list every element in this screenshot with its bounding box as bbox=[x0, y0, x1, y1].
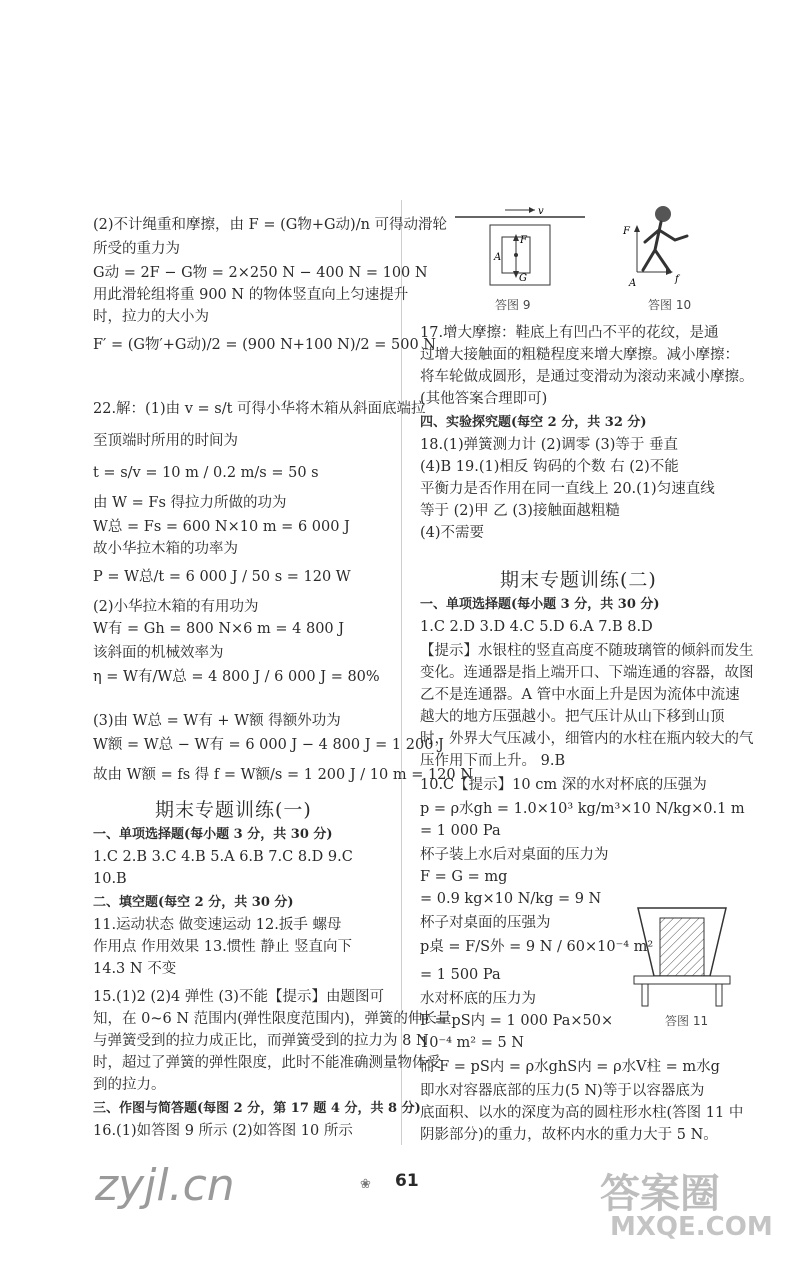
text-line: 用此滑轮组将重 900 N 的物体竖直向上匀速提升 bbox=[93, 287, 409, 303]
answer-line: 与弹簧受到的拉力成正比，而弹簧受到的拉力为 8 N bbox=[93, 1033, 429, 1049]
answer-line: 10.B bbox=[93, 871, 127, 887]
text-line: 杯子装上水后对桌面的压力为 bbox=[420, 847, 609, 863]
formula-line: p桌 = F/S外 = 9 N / 60×10⁻⁴ m² bbox=[420, 939, 654, 955]
label-f: f bbox=[675, 274, 679, 285]
formula-line: W总 = Fs = 600 N×10 m = 6 000 J bbox=[93, 519, 350, 535]
answer-line: 11.运动状态 做变速运动 12.扳手 螺母 bbox=[93, 917, 342, 933]
text-line: 越大的地方压强越小。把气压计从山下移到山顶 bbox=[420, 709, 725, 725]
answer-line: 作用点 作用效果 13.惯性 静止 竖直向下 bbox=[93, 939, 352, 955]
answer-line: 14.3 N 不变 bbox=[93, 961, 177, 977]
text-line: 杯子对桌面的压强为 bbox=[420, 915, 551, 931]
figure-11 bbox=[632, 900, 732, 1010]
text-line: 该斜面的机械效率为 bbox=[93, 645, 224, 661]
formula-line: p = ρ水gh = 1.0×10³ kg/m³×10 N/kg×0.1 m bbox=[420, 801, 745, 817]
section-heading: 期末专题训练(二) bbox=[500, 569, 657, 591]
formula-line: 故由 W额 = fs 得 f = W额/s = 1 200 J / 10 m = 120 N bbox=[93, 767, 473, 783]
text-line: 故小华拉木箱的功率为 bbox=[93, 541, 238, 557]
answer-line: (4)不需要 bbox=[420, 525, 485, 541]
formula-line: F′ = (G物′+G动)/2 = (900 N+100 N)/2 = 500 N bbox=[93, 337, 436, 353]
formula-line: F = pS内 = 1 000 Pa×50× bbox=[420, 1013, 614, 1029]
text-line: (2)不计绳重和摩擦，由 F = (G物+G动)/n 可得动滑轮 bbox=[93, 217, 448, 233]
figure-9 bbox=[450, 205, 590, 295]
section-title: 一、单项选择题(每小题 3 分，共 30 分) bbox=[420, 597, 660, 612]
text-line: (其他答案合理即可) bbox=[420, 391, 548, 407]
formula-line: W有 = Gh = 800 N×6 m = 4 800 J bbox=[93, 621, 345, 637]
text-line: 阴影部分)的重力，故杯内水的重力大于 5 N。 bbox=[420, 1127, 718, 1143]
section-heading: 期末专题训练(一) bbox=[155, 799, 312, 821]
text-line: 至顶端时所用的时间为 bbox=[93, 433, 238, 449]
text-line: 底面积、以水的深度为高的圆柱形水柱(答图 11 中 bbox=[420, 1105, 744, 1121]
leaf-ornament-icon: ❀ bbox=[360, 1177, 371, 1192]
answer-line: 平衡力是否作用在同一直线上 20.(1)匀速直线 bbox=[420, 481, 715, 497]
text-line: 22.解：(1)由 v = s/t 可得小华将木箱从斜面底端拉 bbox=[93, 401, 426, 417]
formula-line: 而 F = pS内 = ρ水ghS内 = ρ水V柱 = m水g bbox=[420, 1059, 720, 1075]
section-title: 三、作图与简答题(每图 2 分，第 17 题 4 分，共 8 分) bbox=[93, 1101, 421, 1116]
answer-line: 15.(1)2 (2)4 弹性 (3)不能【提示】由题图可 bbox=[93, 989, 384, 1005]
text-line: 将车轮做成圆形，是通过变滑动为滚动来减小摩擦。 bbox=[420, 369, 754, 385]
text-line: 压作用下而上升。 9.B bbox=[420, 753, 566, 769]
text-line: (3)由 W总 = W有 + W额 得额外功为 bbox=[93, 713, 341, 729]
label-A: A bbox=[494, 252, 502, 263]
text-line: 17.增大摩擦：鞋底上有凹凸不平的花纹，是通 bbox=[420, 325, 719, 341]
formula-line: F = G = mg bbox=[420, 869, 508, 885]
figure-10-caption: 答图 10 bbox=[648, 298, 692, 312]
text-line: 【提示】水银柱的竖直高度不随玻璃管的倾斜而发生 bbox=[420, 643, 754, 659]
answer-line: 等于 (2)甲 乙 (3)接触面越粗糙 bbox=[420, 503, 620, 519]
answer-line: 到的拉力。 bbox=[93, 1077, 166, 1093]
section-title: 四、实验探究题(每空 2 分，共 32 分) bbox=[420, 415, 647, 430]
label-A: A bbox=[629, 278, 637, 289]
formula-line: P = W总/t = 6 000 J / 50 s = 120 W bbox=[93, 569, 351, 585]
answer-line: 16.(1)如答图 9 所示 (2)如答图 10 所示 bbox=[93, 1123, 353, 1139]
text-line: G动 = 2F − G物 = 2×250 N − 400 N = 100 N bbox=[93, 265, 428, 281]
text-line: (2)小华拉木箱的有用功为 bbox=[93, 599, 259, 615]
section-title: 二、填空题(每空 2 分，共 30 分) bbox=[93, 895, 294, 910]
figure-11-caption: 答图 11 bbox=[665, 1014, 709, 1028]
text-line: 所受的重力为 bbox=[93, 241, 180, 257]
text-line: 水对杯底的压力为 bbox=[420, 991, 536, 1007]
text-line: 10.C【提示】10 cm 深的水对杯底的压强为 bbox=[420, 777, 707, 793]
watermark-right: 答案圈 bbox=[600, 1171, 720, 1217]
watermark-left: zyjl.cn bbox=[95, 1160, 235, 1211]
answer-line: 1.C 2.D 3.D 4.C 5.D 6.A 7.B 8.D bbox=[420, 619, 653, 635]
section-title: 一、单项选择题(每小题 3 分，共 30 分) bbox=[93, 827, 333, 842]
formula-line: = 1 500 Pa bbox=[420, 967, 501, 983]
answer-line: (4)B 19.(1)相反 钩码的个数 右 (2)不能 bbox=[420, 459, 679, 475]
formula-line: = 0.9 kg×10 N/kg = 9 N bbox=[420, 891, 602, 907]
watermark-url: MXQE.COM bbox=[610, 1212, 773, 1242]
formula-line: = 1 000 Pa bbox=[420, 823, 501, 839]
answer-line: 18.(1)弹簧测力计 (2)调零 (3)等于 垂直 bbox=[420, 437, 679, 453]
figure-9-caption: 答图 9 bbox=[495, 298, 531, 312]
text-line: 时，拉力的大小为 bbox=[93, 309, 209, 325]
formula-line: t = s/v = 10 m / 0.2 m/s = 50 s bbox=[93, 465, 319, 481]
figure-10 bbox=[615, 200, 705, 295]
formula-line: η = W有/W总 = 4 800 J / 6 000 J = 80% bbox=[93, 669, 380, 685]
answer-line: 1.C 2.B 3.C 4.B 5.A 6.B 7.C 8.D 9.C bbox=[93, 849, 353, 865]
text-line: 变化。连通器是指上端开口、下端连通的容器，故图 bbox=[420, 665, 754, 681]
text-line: 乙不是连通器。A 管中水面上升是因为流体中流速 bbox=[420, 687, 740, 703]
text-line: 过增大接触面的粗糙程度来增大摩擦。减小摩擦： bbox=[420, 347, 739, 363]
label-G: G bbox=[519, 273, 527, 284]
page-number: 61 bbox=[395, 1171, 419, 1191]
text-line: 由 W = Fs 得拉力所做的功为 bbox=[93, 495, 287, 511]
formula-line: W额 = W总 − W有 = 6 000 J − 4 800 J = 1 200 J bbox=[93, 737, 444, 753]
answer-line: 时，超过了弹簧的弹性限度，此时不能准确测量物体受 bbox=[93, 1055, 441, 1071]
answer-line: 知，在 0~6 N 范围内(弹性限度范围内)，弹簧的伸长量 bbox=[93, 1011, 452, 1027]
label-F: F bbox=[520, 235, 527, 246]
text-line: 即水对容器底部的压力(5 N)等于以容器底为 bbox=[420, 1083, 705, 1099]
formula-line: 10⁻⁴ m² = 5 N bbox=[420, 1035, 524, 1051]
label-v: v bbox=[538, 206, 544, 217]
text-line: 时，外界大气压减小，细管内的水柱在瓶内较大的气 bbox=[420, 731, 754, 747]
label-F: F bbox=[623, 226, 630, 237]
